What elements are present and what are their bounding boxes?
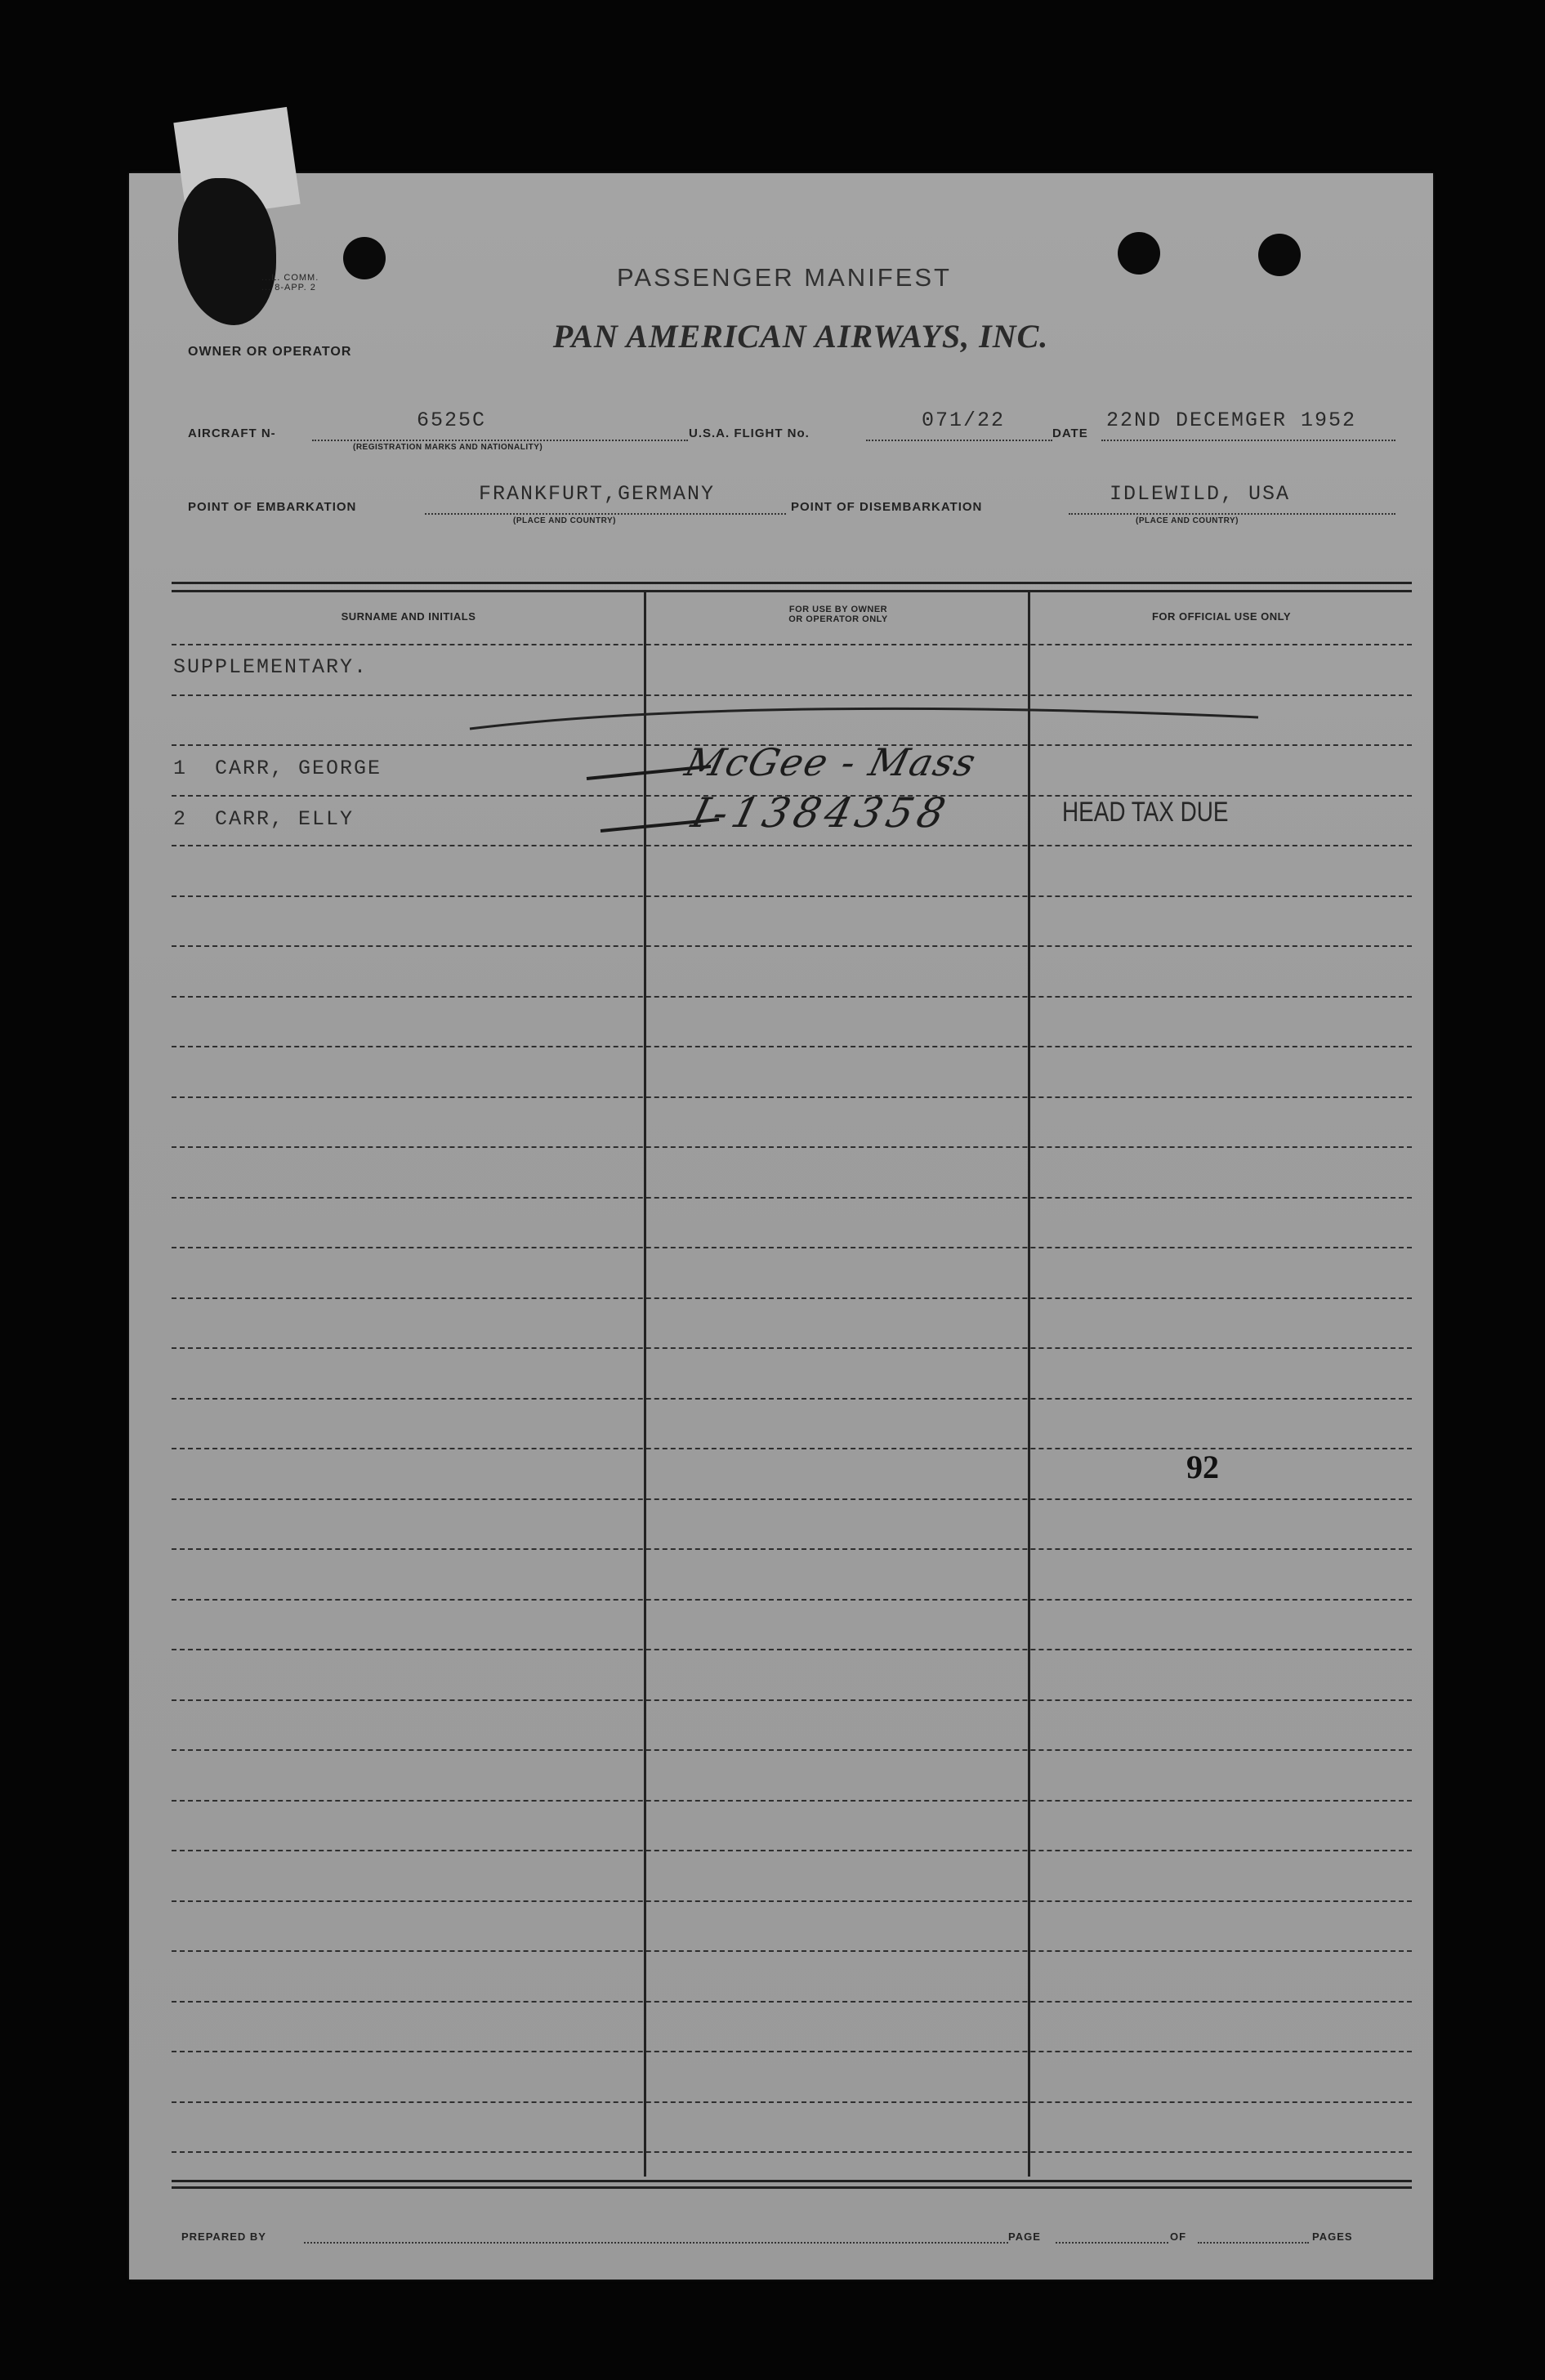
disembark-label: POINT OF DISEMBARKATION (791, 500, 983, 514)
embark-value: FRANKFURT,GERMANY (479, 482, 716, 506)
handwritten-note: McGee - Mass (681, 740, 982, 784)
aircraft-value: 6525C (417, 409, 487, 432)
table-bottom-rule-2 (172, 2186, 1412, 2189)
company-name: PAN AMERICAN AIRWAYS, INC. (552, 318, 1049, 355)
flight-label: U.S.A. FLIGHT No. (689, 426, 810, 440)
disembark-sub: (PLACE AND COUNTRY) (1136, 516, 1239, 525)
handwritten-id: I-1384358 (686, 789, 955, 837)
col-header-operator-line2: OR OPERATOR ONLY (788, 614, 888, 624)
form-code-line2: ... 8-APP. 2 (261, 283, 316, 292)
flight-value: 071/22 (922, 409, 1006, 432)
col-header-official: FOR OFFICIAL USE ONLY (1151, 610, 1292, 623)
owner-label: OWNER OR OPERATOR (188, 345, 352, 359)
col-header-surname: SURNAME AND INITIALS (341, 610, 476, 623)
head-tax-stamp: HEAD TAX DUE (1062, 797, 1229, 828)
form-code-line1: ...L. COMM. (261, 273, 319, 283)
embark-sub: (PLACE AND COUNTRY) (513, 516, 616, 525)
page-stamp-number: 92 (1186, 1449, 1219, 1485)
form-title: PASSENGER MANIFEST (617, 263, 952, 292)
strike-line-top (470, 708, 1258, 729)
prepared-by-label: PREPARED BY (181, 2230, 266, 2243)
page-label: PAGE (1008, 2230, 1041, 2243)
of-label: OF (1170, 2230, 1187, 2243)
passenger-row-1-name: 1 CARR, GEORGE (173, 757, 382, 780)
date-value: 22ND DECEMGER 1952 (1106, 409, 1357, 432)
table-bottom-rule (172, 2180, 1412, 2182)
aircraft-label: AIRCRAFT N- (188, 426, 276, 440)
supplementary-label: SUPPLEMENTARY. (173, 655, 368, 679)
passenger-row-2-name: 2 CARR, ELLY (173, 807, 355, 831)
embark-label: POINT OF EMBARKATION (188, 500, 357, 514)
col-header-operator-line1: FOR USE BY OWNER (788, 605, 888, 614)
pages-label: PAGES (1312, 2230, 1353, 2243)
disembark-value: IDLEWILD, USA (1110, 482, 1291, 506)
aircraft-sub: (REGISTRATION MARKS AND NATIONALITY) (353, 443, 543, 452)
date-label: DATE (1052, 426, 1088, 440)
